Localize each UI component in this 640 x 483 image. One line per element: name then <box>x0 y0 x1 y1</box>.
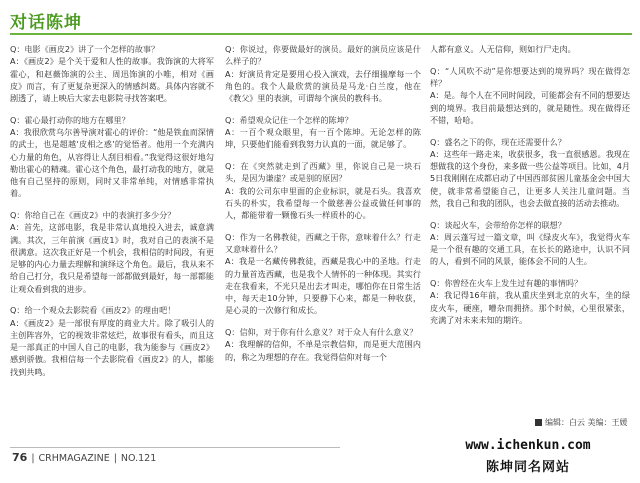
paragraph: Q：作为一名佛教徒，西藏之于你，意味着什么？行走又意味着什么？ <box>225 231 421 254</box>
paragraph: A：是。每个人在不同时间段，可能都会有不同的想要达到的境界。我目前最想达到的，就是随性。现在做得还不错，哈哈。 <box>430 90 630 125</box>
paragraph: Q：给一个观众去影院看《画皮2》的理由吧！ <box>10 305 176 316</box>
paragraph: A：我很欣赏乌尔善导演对霍心的评价：“他是铁血而深情的武士，也是超越‘皮相之惑’的觉悟者。他用一个充满内心力量的角色，从容得让人刮目相看。”我觉得这很好地勾勒出霍心的精魂。霍心这个角色，最打动我的地方，就是他有自己坚持的原则，同时又非常单纯，对情感非常执着。 <box>10 127 214 199</box>
paragraph: A：好演员肯定是要用心投入演戏，去仔细揣摩每一个角色的。我个人最欣赏的演员是马龙·白兰度，他在《教父》里的表演，可谓每个演员的教科书。 <box>225 68 421 103</box>
watermark-url: www.ichenkun.com <box>465 438 591 453</box>
paragraph: A：《画皮2》是个关于爱和人性的故事。我饰演的大将军霍心，和赵薇饰演的公主、周迅饰演的小唯，相对《画皮》而言，有了更复杂更深入的情感纠葛。具体内容就不剧透了，请上映后大家去电影院寻找答案吧。 <box>10 56 214 103</box>
issue-number: NO.121 <box>120 453 157 464</box>
paragraph: Q：你曾经在火车上发生过有趣的事情吗？ <box>430 278 583 288</box>
paragraph: Q：在《突然就走到了西藏》里，你说自己是一块石头，是因为谦虚？或是别的原因？ <box>225 161 421 184</box>
paragraph: A：首先，这部电影，我是非常认真地投入进去，诚意满满。其次，三年前演《画皮1》时，我对自己的表演不是很满意。这次我正好是一个机会，我相信的时间段，有更足够的内心力量去理解和演绎这个角色。最后，我从来不给自己打分，我只是希望每一部都做到最好，每一部都能让观众看到我的进步。 <box>10 222 214 294</box>
watermark-name: 陈坤同名网站 <box>485 460 570 475</box>
header-rule <box>10 33 632 35</box>
watermark <box>428 438 628 475</box>
editor-credit <box>535 417 628 428</box>
paragraph: Q：你给自己在《画皮2》中的表演打多少分？ <box>10 210 176 220</box>
footer-rule <box>10 447 340 448</box>
paragraph: A：一百个观众眼里，有一百个陈坤。无论怎样的陈坤，只要他们能看到我努力认真的一面，就足够了。 <box>225 127 421 150</box>
paragraph: Q：“人风吹不动”是你想要达到的境界吗？现在做得怎样？ <box>430 65 630 88</box>
page-title: 对话陈坤 <box>10 13 82 33</box>
column-1 <box>10 43 214 378</box>
magazine-name: CRHMAGAZINE <box>38 453 110 464</box>
paragraph: Q：霍心最打动你的地方在哪里？ <box>10 114 130 125</box>
credit-text: 编辑：白云 美编：王媛 <box>545 418 628 427</box>
column-3 <box>430 43 630 326</box>
paragraph: Q：电影《画皮2》讲了一个怎样的故事？ <box>10 44 160 54</box>
page-number: 76 <box>12 451 28 464</box>
paragraph: A：我的公司东申里面的企业标识，就是石头。我喜欢石头的朴实，我希望每一个做慈善公益或做任何事的人，都能带着一颗像石头一样质朴的心。 <box>225 185 421 220</box>
paragraph: Q：盛名之下的你，现在还需要什么？ <box>430 136 566 147</box>
footer-separator: | <box>31 453 35 464</box>
square-icon <box>535 419 542 426</box>
paragraph: Q：谈起火车，会带给你怎样的联想？ <box>430 219 566 230</box>
paragraph: A：我理解的信仰，不单是宗教信仰，而是更大范围内的，称之为理想的存在。我觉得信仰对每一个 <box>225 339 421 362</box>
paragraph: Q：信仰，对于你有什么意义？对于众人有什么意义？ <box>225 327 418 337</box>
paragraph: Q：你说过，你要做最好的演员。最好的演员应该是什么样子的？ <box>225 44 421 67</box>
page-footer <box>12 451 156 464</box>
column-2 <box>225 43 421 363</box>
paragraph: 人都有意义。人无信仰，则如行尸走肉。 <box>430 44 576 54</box>
paragraph: A：周云蓬写过一篇文章，叫《绿皮火车》，我觉得火车是一个很有趣的交通工具，在长长的路途中，认识不同的人，看到不同的风景，能体会不同的人生。 <box>430 231 630 267</box>
paragraph: Q：希望观众记住一个怎样的陈坤？ <box>225 114 353 125</box>
paragraph: A：这些年一路走来，收获很多，我一直很感恩。我现在想做我的这个身份，来多做一些公益等项目。比如，4月5日我刚刚在成都启动了中国西部贫困儿童基金会中国大使，就非常希望能自己，让更多人关注儿童问题。当然，我自己和我的团队，也会去做直接的活动去推动。 <box>430 148 630 208</box>
paragraph: A：我记得16年前，我从重庆坐到北京的火车，坐的绿皮火车，硬座，嘈杂而拥挤。那个时候，心里很紧张，充满了对未来未知的期许。 <box>430 290 630 325</box>
paragraph: A：《画皮2》是一部很有厚度的商业大片。除了吸引人的主创阵容外，它的视效非常炫烂，故事很有看头，而且这是一部真正的中国人自己的电影，我为能参与《画皮2》感到骄傲。我相信每一个去影院看《画皮2》的人，都能找到共鸣。 <box>10 317 214 377</box>
footer-separator: | <box>113 453 117 464</box>
page-header <box>0 0 640 38</box>
paragraph: A：我是一名藏传佛教徒，西藏是我心中的圣地。行走的力量首选西藏，也是我个人情怀的一种体现。其实行走在我看来，不光只是出去才叫走，哪怕你在日常生活中，每天走10分钟，只要静下心来，都是一种收获，是心灵的一次修行和成长。 <box>225 256 421 316</box>
